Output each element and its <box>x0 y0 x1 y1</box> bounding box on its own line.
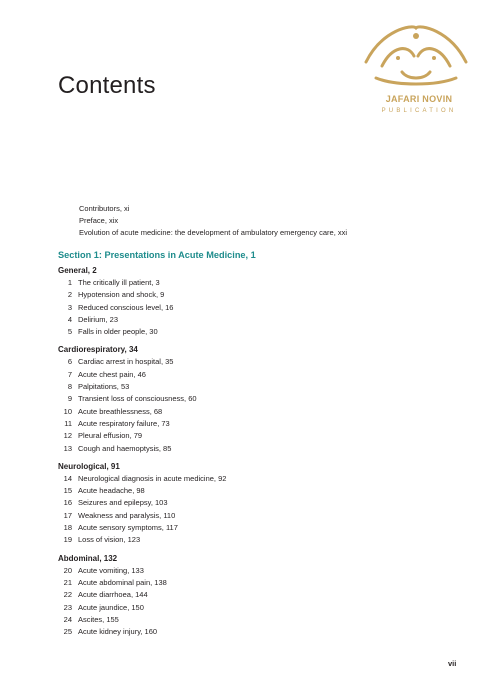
chapter-number: 22 <box>63 590 72 600</box>
chapter-title: Acute vomiting, 133 <box>78 565 144 575</box>
chapter-entry[interactable] <box>58 369 478 381</box>
chapter-entry[interactable] <box>58 473 478 485</box>
chapter-entry[interactable] <box>58 443 478 455</box>
chapter-title: Loss of vision, 123 <box>78 535 141 545</box>
chapter-entry[interactable] <box>58 626 478 638</box>
chapter-number: 19 <box>63 535 72 545</box>
chapter-entry[interactable] <box>58 534 478 546</box>
chapter-number: 20 <box>63 565 72 575</box>
chapter-title: Falls in older people, 30 <box>78 327 158 337</box>
chapter-entry[interactable] <box>58 381 478 393</box>
publisher-logo <box>352 22 480 122</box>
chapter-title: Acute abdominal pain, 138 <box>78 577 167 587</box>
chapter-title: Reduced conscious level, 16 <box>78 302 174 312</box>
chapter-entry[interactable] <box>58 277 478 289</box>
chapter-title: Cardiac arrest in hospital, 35 <box>78 357 174 367</box>
chapter-title: Acute diarrhoea, 144 <box>78 590 148 600</box>
calligraphy-emblem-icon <box>352 22 480 94</box>
chapter-title: Transient loss of consciousness, 60 <box>78 394 197 404</box>
chapter-number: 13 <box>63 443 72 453</box>
chapter-entry[interactable] <box>58 510 478 522</box>
chapter-title: Acute respiratory failure, 73 <box>78 418 170 428</box>
chapter-entry[interactable] <box>58 522 478 534</box>
chapter-number: 16 <box>63 498 72 508</box>
chapter-entry[interactable] <box>58 289 478 301</box>
publisher-subtitle: PUBLICATION <box>381 108 457 114</box>
chapter-number: 1 <box>67 278 72 287</box>
chapter-title: Pleural effusion, 79 <box>78 431 143 441</box>
chapter-entry[interactable] <box>58 497 478 509</box>
chapter-title: Acute breathlessness, 68 <box>78 406 163 416</box>
chapter-title: Acute chest pain, 46 <box>78 369 146 379</box>
chapter-number: 3 <box>67 302 72 312</box>
chapter-entry[interactable] <box>58 485 478 497</box>
group-title[interactable]: Cardiorespiratory, 34 <box>58 345 138 355</box>
group-title[interactable]: General, 2 <box>58 266 97 275</box>
chapter-entry[interactable] <box>58 430 478 442</box>
chapter-number: 10 <box>63 406 72 416</box>
chapter-number: 8 <box>67 382 72 392</box>
chapter-entry[interactable] <box>58 302 478 314</box>
chapter-title: Weakness and paralysis, 110 <box>78 510 176 520</box>
chapter-number: 11 <box>64 418 72 428</box>
chapter-entry[interactable] <box>58 326 478 338</box>
chapter-list <box>58 356 478 454</box>
contents-group <box>58 553 478 639</box>
chapter-title: Acute kidney injury, 160 <box>78 627 158 637</box>
group-title[interactable]: Abdominal, 132 <box>58 553 118 563</box>
chapter-number: 24 <box>63 614 72 624</box>
chapter-entry[interactable] <box>58 589 478 601</box>
chapter-entry[interactable] <box>58 406 478 418</box>
chapter-title: Cough and haemoptysis, 85 <box>78 443 172 453</box>
front-matter-list <box>79 203 347 239</box>
contents-groups <box>58 265 478 644</box>
chapter-number: 4 <box>67 314 72 324</box>
chapter-number: 5 <box>67 327 72 337</box>
chapter-number: 21 <box>63 577 72 587</box>
front-matter-item[interactable]: Contributors, xi <box>79 204 130 213</box>
chapter-entry[interactable] <box>58 614 478 626</box>
chapter-number: 9 <box>67 394 72 404</box>
chapter-title: The critically ill patient, 3 <box>78 278 160 287</box>
page-number: vii <box>448 659 457 668</box>
chapter-entry[interactable] <box>58 393 478 405</box>
chapter-entry[interactable] <box>58 602 478 614</box>
front-matter-item[interactable]: Preface, xix <box>79 216 119 225</box>
chapter-number: 12 <box>63 431 72 441</box>
chapter-entry[interactable] <box>58 418 478 430</box>
chapter-entry[interactable] <box>58 565 478 577</box>
chapter-number: 14 <box>63 473 72 483</box>
chapter-title: Seizures and epilepsy, 103 <box>78 498 168 508</box>
chapter-title: Ascites, 155 <box>78 614 119 624</box>
publisher-name: JAFARI NOVIN <box>385 94 453 104</box>
section-heading: Section 1: Presentations in Acute Medicine, 1 <box>58 250 256 260</box>
chapter-title: Neurological diagnosis in acute medicine, 92 <box>78 473 227 483</box>
chapter-list <box>58 473 478 547</box>
chapter-entry[interactable] <box>58 314 478 326</box>
chapter-title: Palpitations, 53 <box>78 382 130 392</box>
page-title: Contents <box>58 72 156 99</box>
chapter-number: 25 <box>63 627 72 637</box>
chapter-number: 17 <box>63 510 72 520</box>
chapter-number: 6 <box>67 357 72 367</box>
chapter-number: 2 <box>67 290 72 300</box>
chapter-title: Delirium, 23 <box>78 314 119 324</box>
group-title[interactable]: Neurological, 91 <box>58 461 120 471</box>
chapter-number: 7 <box>67 369 72 379</box>
chapter-number: 15 <box>63 486 72 496</box>
chapter-list <box>58 277 478 338</box>
chapter-list <box>58 565 478 639</box>
chapter-number: 23 <box>63 602 72 612</box>
chapter-title: Hypotension and shock, 9 <box>78 290 165 300</box>
chapter-title: Acute headache, 98 <box>78 486 145 496</box>
chapter-title: Acute sensory symptoms, 117 <box>78 523 178 533</box>
chapter-title: Acute jaundice, 150 <box>78 602 144 612</box>
front-matter-item[interactable]: Evolution of acute medicine: the development of ambulatory emergency care, xxi <box>79 228 348 237</box>
contents-group <box>58 265 478 338</box>
chapter-number: 18 <box>63 523 72 533</box>
chapter-entry[interactable] <box>58 577 478 589</box>
contents-group <box>58 344 478 454</box>
contents-group <box>58 461 478 547</box>
chapter-entry[interactable] <box>58 356 478 368</box>
